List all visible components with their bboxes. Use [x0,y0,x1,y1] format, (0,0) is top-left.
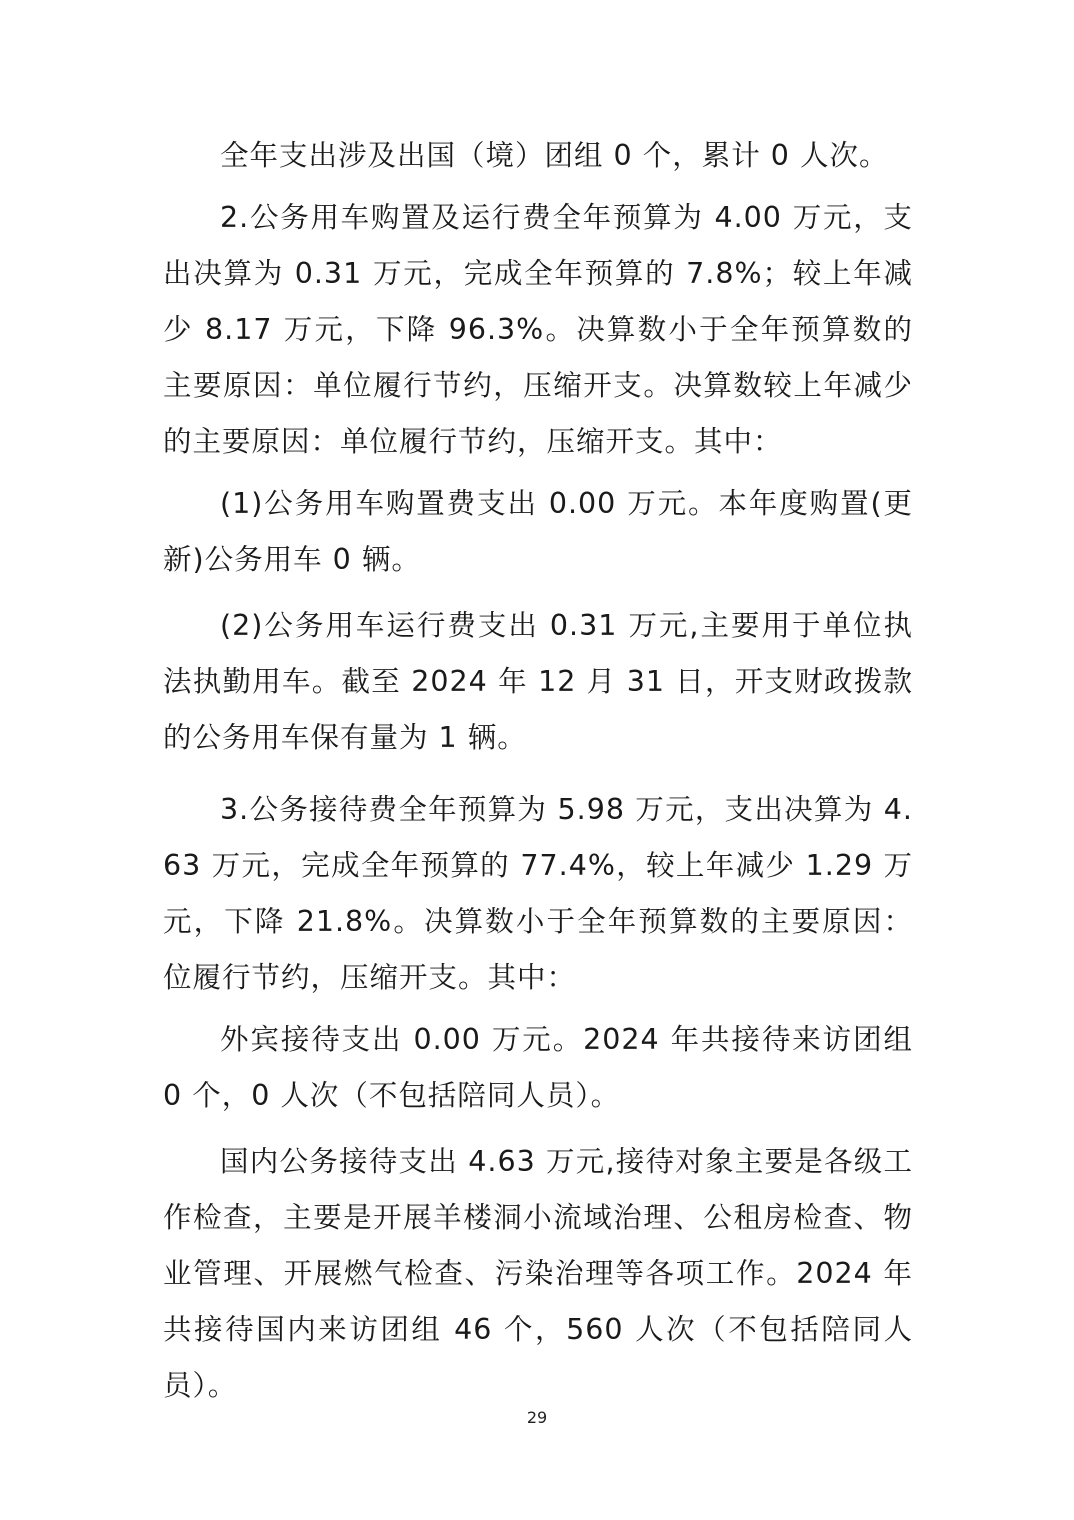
document-body [163,128,913,1414]
paragraph-foreign-reception: 外宾接待支出 0.00 万元。2024 年共接待来访团组 0 个，0 人次（不包括陪同人员）。 [163,1023,913,1112]
page-number: 29 [526,1408,548,1427]
paragraph-vehicle-operation: (2)公务用车运行费支出 0.31 万元,主要用于单位执法执勤用车。截至 2024 年 12 月 31 日，开支财政拨款的公务用车保有量为 1 辆。 [163,609,913,754]
paragraph-vehicle-expenses: 2.公务用车购置及运行费全年预算为 4.00 万元，支出决算为 0.31 万元，完成全年预算的 7.8%；较上年减少 8.17 万元，下降 96.3%。决算数小于全年预算数的主要原因：单位履行节约，压缩开支。决算数较上年减少的主要原因：单位履行节约，压缩开支。其中： [163,201,913,458]
paragraph-vehicle-purchase: (1)公务用车购置费支出 0.00 万元。本年度购置(更新)公务用车 0 辆。 [163,487,913,576]
paragraph-reception-expenses: 3.公务接待费全年预算为 5.98 万元，支出决算为 4.63 万元，完成全年预算的 77.4%，较上年减少 1.29 万元，下降 21.8%。决算数小于全年预算数的主要原因：位履行节约，压缩开支。其中： [163,793,913,994]
paragraph-outbound-visits: 全年支出涉及出国（境）团组 0 个，累计 0 人次。 [220,139,889,172]
paragraph-domestic-reception: 国内公务接待支出 4.63 万元,接待对象主要是各级工作检查，主要是开展羊楼洞小流域治理、公租房检查、物业管理、开展燃气检查、污染治理等各项工作。2024 年共接待国内来访团组 46 个，560 人次（不包括陪同人员）。 [163,1145,913,1402]
